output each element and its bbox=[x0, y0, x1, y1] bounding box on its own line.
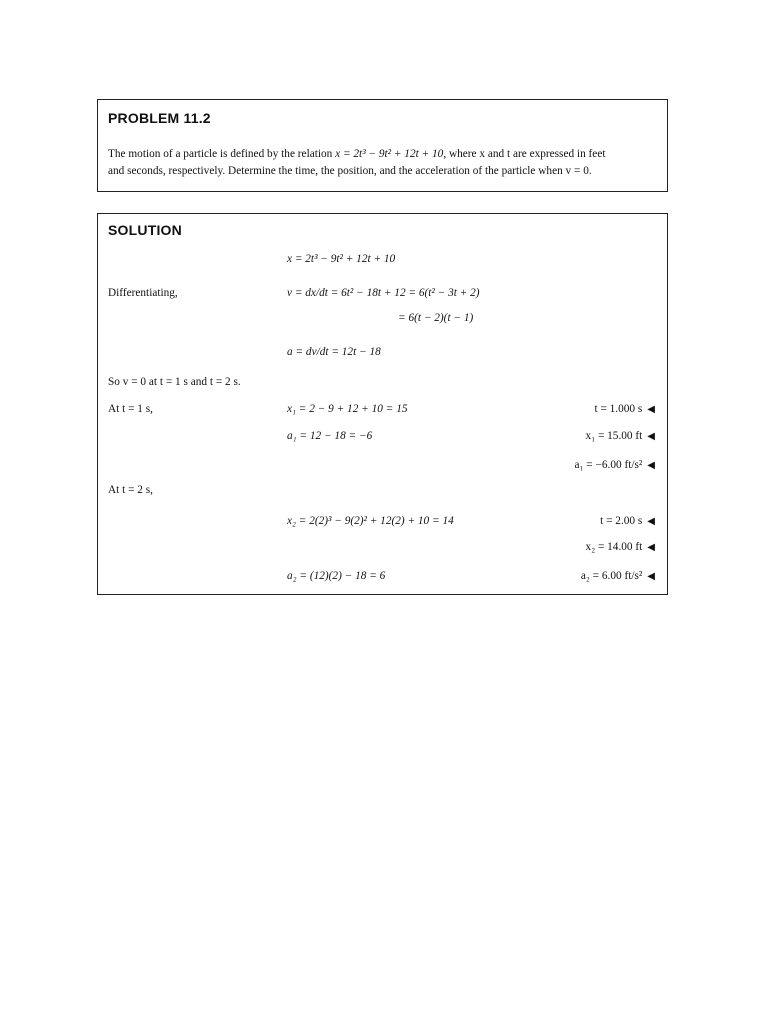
answer-a2-text: a₂ = 6.00 ft/s² bbox=[580, 570, 643, 582]
at-t1-label: At t = 1 s, bbox=[108, 403, 153, 415]
answer-a2 bbox=[581, 570, 655, 582]
problem-text-line2: and seconds, respectively. Determine the time, the position, and the acceleration of the particle when v = 0. bbox=[108, 165, 592, 177]
differentiating-label: Differentiating, bbox=[108, 287, 178, 299]
equation-a: a = dv/dt = 12t − 18 bbox=[287, 346, 381, 358]
answer-t1-text: t = 1.000 s bbox=[594, 403, 643, 415]
equation-a1: a₁ = 12 − 18 = −6 bbox=[287, 430, 373, 442]
equation-x: x = 2t³ − 9t² + 12t + 10 bbox=[287, 253, 396, 265]
answer-t2 bbox=[600, 515, 655, 527]
answer-x2 bbox=[586, 541, 655, 553]
answer-marker-icon: ◀ bbox=[647, 431, 655, 442]
at-t2-label: At t = 2 s, bbox=[108, 484, 153, 496]
solution-box bbox=[97, 213, 668, 595]
answer-x2-text: x₂ = 14.00 ft bbox=[585, 541, 643, 553]
equation-x2: x₂ = 2(2)³ − 9(2)² + 12(2) + 10 = 14 bbox=[287, 515, 454, 527]
problem-text-line1-a: The motion of a particle is defined by the relation bbox=[108, 148, 336, 160]
problem-statement bbox=[108, 146, 657, 180]
problem-box bbox=[97, 99, 668, 192]
answer-marker-icon: ◀ bbox=[647, 516, 655, 527]
equation-x1: x₁ = 2 − 9 + 12 + 10 = 15 bbox=[287, 403, 408, 415]
problem-text-line1-b: , where x and t are expressed in feet bbox=[443, 148, 606, 160]
answer-marker-icon: ◀ bbox=[647, 571, 655, 582]
answer-marker-icon: ◀ bbox=[647, 404, 655, 415]
answer-t2-text: t = 2.00 s bbox=[600, 515, 643, 527]
answer-marker-icon: ◀ bbox=[647, 460, 655, 471]
answer-t1 bbox=[595, 403, 656, 415]
answer-a1-text: a₁ = −6.00 ft/s² bbox=[574, 459, 643, 471]
solution-title: SOLUTION bbox=[108, 222, 182, 238]
answer-x1-text: x₁ = 15.00 ft bbox=[585, 430, 643, 442]
so-text: So v = 0 at t = 1 s and t = 2 s. bbox=[108, 376, 241, 388]
answer-marker-icon: ◀ bbox=[647, 542, 655, 553]
problem-relation: x = 2t³ − 9t² + 12t + 10 bbox=[335, 148, 444, 160]
answer-x1 bbox=[586, 430, 655, 442]
equation-v: v = dx/dt = 6t² − 18t + 12 = 6(t² − 3t + 2) bbox=[287, 287, 480, 299]
problem-title: PROBLEM 11.2 bbox=[108, 110, 211, 126]
equation-a2: a₂ = (12)(2) − 18 = 6 bbox=[287, 570, 386, 582]
answer-a1 bbox=[575, 459, 655, 471]
equation-v-factored: = 6(t − 2)(t − 1) bbox=[398, 312, 474, 324]
